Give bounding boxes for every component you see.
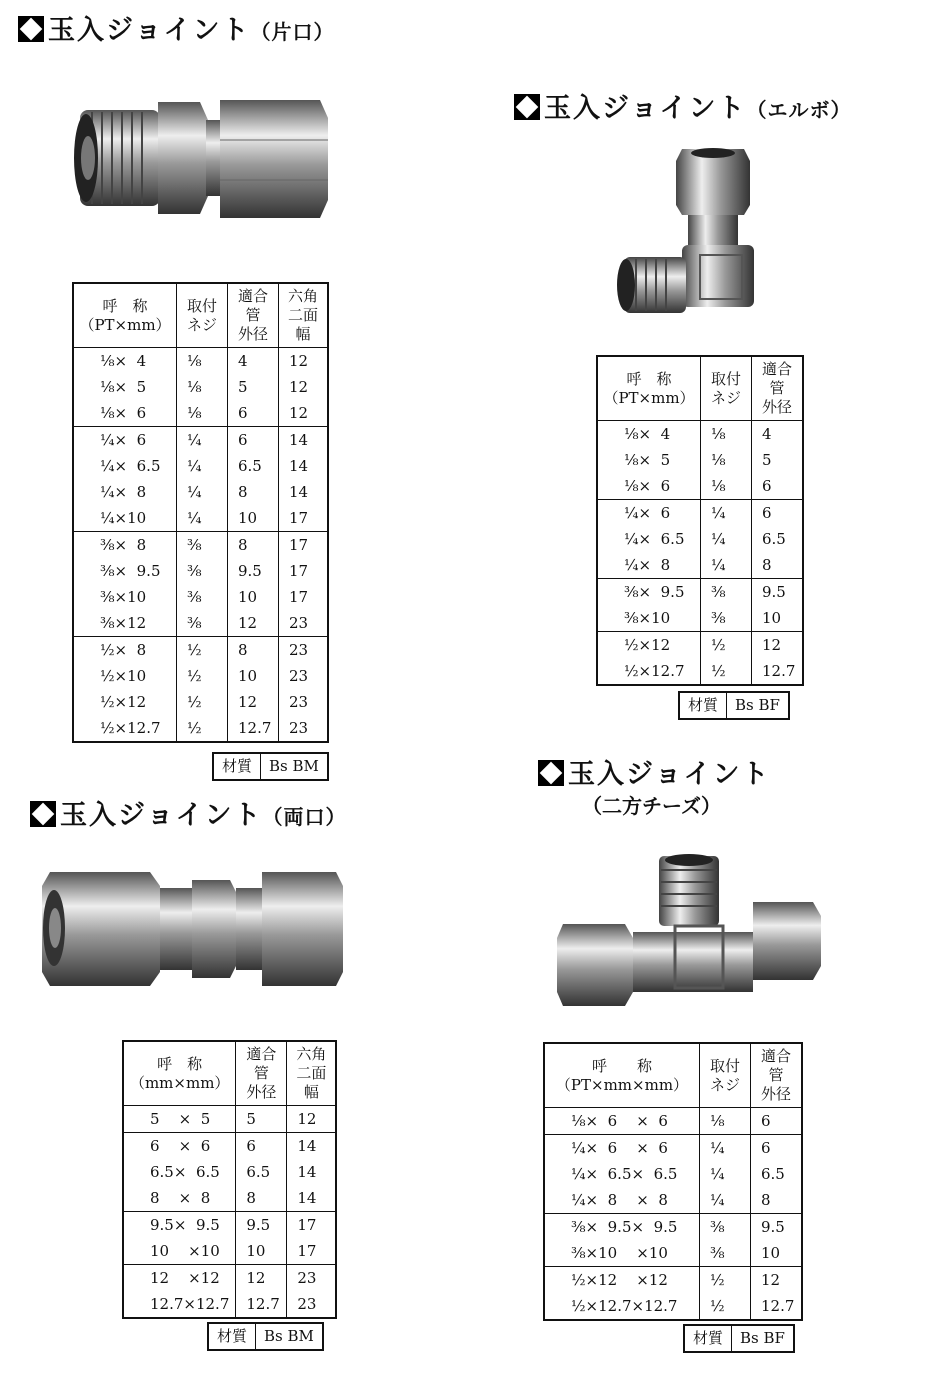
column-header: 適合管 外径 xyxy=(236,1041,287,1106)
table-row xyxy=(544,1135,802,1162)
table-row xyxy=(73,479,328,505)
table-cell: ⅛ xyxy=(177,374,228,400)
table-cell: 6.5× 6.5 xyxy=(150,1163,220,1181)
table-cell: 14 xyxy=(279,453,329,479)
table-row xyxy=(544,1161,802,1187)
table-row xyxy=(597,552,803,579)
table-cell: 8 xyxy=(228,479,279,505)
table-row xyxy=(73,715,328,742)
table-cell: ⅛× 5 xyxy=(624,451,671,469)
table-cell: ¼ xyxy=(177,427,228,454)
table-cell: 6 × 6 xyxy=(150,1137,211,1155)
table-cell: 17 xyxy=(279,532,329,559)
table-cell: 8 xyxy=(228,532,279,559)
table-cell: 12 xyxy=(279,374,329,400)
table-row xyxy=(597,473,803,500)
table-cell: 12.7×12.7 xyxy=(150,1295,230,1313)
table-cell: 14 xyxy=(287,1133,337,1160)
table-cell: ⅛× 6 × 6 xyxy=(544,1108,700,1135)
column-header: 取付 ネジ xyxy=(700,1043,751,1108)
material-value: Bs BF xyxy=(740,1329,785,1347)
table-cell: ½×12 xyxy=(624,636,671,654)
table-cell: ⅜ xyxy=(700,1240,751,1267)
table-row xyxy=(73,689,328,715)
table-cell: ⅜×12 xyxy=(73,610,177,637)
table-cell: 12 xyxy=(228,610,279,637)
table-cell: 8 xyxy=(752,552,804,579)
table-cell: 10 xyxy=(752,605,804,632)
spec-table-tee xyxy=(543,1042,803,1321)
table-cell: 12 xyxy=(751,1267,803,1294)
material-label: 材質 xyxy=(680,693,727,718)
table-cell: 8 xyxy=(751,1187,803,1214)
table-row xyxy=(73,374,328,400)
table-cell: 9.5 xyxy=(228,558,279,584)
table-cell: 12.7 xyxy=(228,715,279,742)
table-row xyxy=(597,632,803,659)
table-row xyxy=(123,1238,336,1265)
spec-table-union xyxy=(122,1040,337,1319)
table-cell: 23 xyxy=(287,1265,337,1292)
table-cell: 8 × 8 xyxy=(123,1185,236,1212)
table-cell: ⅜ xyxy=(177,532,228,559)
table-cell: 10 xyxy=(228,505,279,532)
title-tee: 玉入ジョイント xyxy=(538,752,770,791)
table-cell: 9.5 xyxy=(236,1212,287,1239)
column-header: 呼 称 （PT×mm×mm） xyxy=(544,1043,700,1108)
table-cell: 6 xyxy=(751,1108,803,1135)
table-row xyxy=(73,427,328,454)
table-cell: 23 xyxy=(279,663,329,689)
table-cell: ¼× 6.5 xyxy=(100,457,161,475)
table-row xyxy=(73,348,328,375)
table-cell: 10 xyxy=(228,584,279,610)
table-cell: ½ xyxy=(701,632,752,659)
union-fitting-photo xyxy=(40,868,345,990)
table-cell: 9.5× 9.5 xyxy=(150,1216,220,1234)
title-union: 玉入ジョイント（両口） xyxy=(30,793,346,832)
table-cell: ¼× 6.5 xyxy=(624,530,685,548)
straight-fitting-photo xyxy=(70,100,330,218)
spec-table-elbow xyxy=(596,355,804,686)
material-label: 材質 xyxy=(209,1324,256,1349)
table-cell: 10 xyxy=(228,663,279,689)
table-cell: ⅛× 4 xyxy=(100,352,147,370)
table-cell: 4 xyxy=(228,348,279,375)
table-cell: ¼ xyxy=(177,505,228,532)
table-cell: 23 xyxy=(279,637,329,664)
table-cell: ¼× 8 xyxy=(100,483,147,501)
table-cell: ¼×10 xyxy=(73,505,177,532)
table-cell: ⅛ xyxy=(701,447,752,473)
table-cell: ⅜ xyxy=(177,610,228,637)
table-cell: ¼ xyxy=(177,479,228,505)
material-box-straight xyxy=(212,752,329,781)
column-header: 取付 ネジ xyxy=(701,356,752,421)
table-cell: ⅛ xyxy=(701,421,752,448)
table-cell: 17 xyxy=(287,1212,337,1239)
table-row xyxy=(597,658,803,685)
table-cell: 17 xyxy=(287,1238,337,1265)
table-row xyxy=(544,1187,802,1214)
table-cell: 17 xyxy=(279,584,329,610)
table-cell: ⅜ xyxy=(177,558,228,584)
table-cell: ¼× 8 xyxy=(597,552,701,579)
table-cell: ½ xyxy=(177,715,228,742)
table-row xyxy=(73,610,328,637)
material-value: Bs BM xyxy=(264,1327,314,1345)
table-row xyxy=(597,421,803,448)
table-cell: 12.7 xyxy=(752,658,804,685)
table-cell: ½×12.7 xyxy=(624,662,685,680)
table-row xyxy=(73,400,328,427)
table-cell: ⅜×10 ×10 xyxy=(544,1240,700,1267)
column-header: 適合管 外径 xyxy=(751,1043,803,1108)
table-row xyxy=(123,1133,336,1160)
table-cell: ½ xyxy=(177,689,228,715)
table-cell: 14 xyxy=(287,1159,337,1185)
table-cell: ½×10 xyxy=(100,667,147,685)
column-header: 取付 ネジ xyxy=(177,283,228,348)
column-header: 呼 称 （PT×mm） xyxy=(73,283,177,348)
table-row xyxy=(544,1267,802,1294)
table-cell: 23 xyxy=(279,610,329,637)
table-cell: ¼ xyxy=(700,1135,751,1162)
table-row xyxy=(73,532,328,559)
table-row xyxy=(123,1291,336,1318)
column-header: 適合管 外径 xyxy=(228,283,279,348)
table-cell: 12 xyxy=(752,632,804,659)
table-cell: ⅜× 9.5 xyxy=(100,562,161,580)
table-row xyxy=(73,453,328,479)
table-cell: ⅜ xyxy=(700,1214,751,1241)
table-cell: ¼ xyxy=(701,552,752,579)
table-cell: ¼× 8 × 8 xyxy=(544,1187,700,1214)
table-cell: 23 xyxy=(279,715,329,742)
table-cell: 6 xyxy=(228,400,279,427)
material-label: 材質 xyxy=(214,754,261,779)
column-header: 六角 二面幅 xyxy=(279,283,329,348)
table-cell: ½×12 xyxy=(100,693,147,711)
table-cell: ⅛× 6 xyxy=(73,400,177,427)
table-cell: ¼× 6.5× 6.5 xyxy=(571,1165,678,1183)
table-row xyxy=(544,1293,802,1320)
material-box-tee xyxy=(683,1324,795,1353)
table-cell: 6 xyxy=(751,1135,803,1162)
elbow-fitting-photo xyxy=(612,145,772,330)
table-cell: ½×12 ×12 xyxy=(571,1271,668,1289)
table-cell: ⅛ xyxy=(700,1108,751,1135)
table-cell: ½× 8 xyxy=(100,641,147,659)
table-cell: 6.5 xyxy=(752,526,804,552)
material-box-elbow xyxy=(678,691,790,720)
table-cell: ⅛ xyxy=(177,400,228,427)
table-cell: 12 xyxy=(287,1106,337,1133)
title-elbow: 玉入ジョイント（エルボ） xyxy=(514,86,851,125)
table-cell: 5 × 5 xyxy=(123,1106,236,1133)
table-row xyxy=(123,1159,336,1185)
table-cell: ⅛× 6 xyxy=(597,473,701,500)
table-cell: ⅜ xyxy=(701,605,752,632)
diamond-icon xyxy=(538,760,564,786)
table-cell: ¼× 6 xyxy=(100,431,147,449)
table-cell: ½ xyxy=(177,663,228,689)
table-cell: ½ xyxy=(177,637,228,664)
table-cell: ⅜× 9.5× 9.5 xyxy=(571,1218,678,1236)
table-cell: 12 ×12 xyxy=(150,1269,220,1287)
table-cell: ½×12.7×12.7 xyxy=(571,1297,678,1315)
table-cell: 6.5 xyxy=(228,453,279,479)
table-cell: 6.5 xyxy=(751,1161,803,1187)
table-cell: 6 xyxy=(228,427,279,454)
material-box-union xyxy=(207,1322,324,1351)
table-cell: 4 xyxy=(752,421,804,448)
table-row xyxy=(544,1108,802,1135)
column-header: 適合管 外径 xyxy=(752,356,804,421)
table-cell: 10 xyxy=(236,1238,287,1265)
table-cell: 5 xyxy=(752,447,804,473)
table-cell: 9.5 xyxy=(752,579,804,606)
spec-table-straight xyxy=(72,282,329,743)
diamond-icon xyxy=(18,16,44,42)
table-row xyxy=(73,637,328,664)
table-cell: ½ xyxy=(701,658,752,685)
table-cell: 5 xyxy=(236,1106,287,1133)
table-cell: ⅜ xyxy=(177,584,228,610)
table-cell: 12 xyxy=(228,689,279,715)
table-cell: 6.5 xyxy=(236,1159,287,1185)
table-cell: 10 xyxy=(751,1240,803,1267)
table-cell: 6 xyxy=(236,1133,287,1160)
table-cell: 6 xyxy=(752,500,804,527)
table-cell: 23 xyxy=(279,689,329,715)
table-row xyxy=(597,500,803,527)
table-cell: ⅜× 8 xyxy=(100,536,147,554)
table-row xyxy=(73,558,328,584)
table-row xyxy=(544,1240,802,1267)
table-row xyxy=(597,579,803,606)
material-value: Bs BM xyxy=(269,757,319,775)
material-label: 材質 xyxy=(685,1326,732,1351)
table-cell: ⅜×10 xyxy=(100,588,147,606)
table-cell: 14 xyxy=(287,1185,337,1212)
table-row xyxy=(597,447,803,473)
title-straight: 玉入ジョイント（片口） xyxy=(18,8,334,47)
table-row xyxy=(73,663,328,689)
tee-fitting-photo xyxy=(555,852,825,1012)
table-cell: ⅛× 5 xyxy=(100,378,147,396)
table-cell: 12 xyxy=(279,348,329,375)
table-cell: ½ xyxy=(700,1293,751,1320)
table-cell: ⅜×10 xyxy=(597,605,701,632)
table-row xyxy=(123,1265,336,1292)
table-cell: 14 xyxy=(279,427,329,454)
table-cell: ⅜× 9.5 xyxy=(624,583,685,601)
table-cell: ¼ xyxy=(177,453,228,479)
table-cell: ¼× 6 × 6 xyxy=(571,1139,668,1157)
table-cell: ¼ xyxy=(701,500,752,527)
table-cell: ½×12.7 xyxy=(100,719,161,737)
table-row xyxy=(123,1212,336,1239)
column-header: 六角 二面幅 xyxy=(287,1041,337,1106)
table-cell: 8 xyxy=(228,637,279,664)
table-cell: 12.7 xyxy=(751,1293,803,1320)
table-cell: ¼× 6 xyxy=(624,504,671,522)
table-cell: ¼ xyxy=(701,526,752,552)
column-header: 呼 称 （mm×mm） xyxy=(123,1041,236,1106)
table-cell: 23 xyxy=(287,1291,337,1318)
table-row xyxy=(123,1185,336,1212)
diamond-icon xyxy=(30,801,56,827)
table-row xyxy=(123,1106,336,1133)
table-cell: 12.7 xyxy=(236,1291,287,1318)
table-cell: 8 xyxy=(236,1185,287,1212)
table-row xyxy=(544,1214,802,1241)
table-cell: 12 xyxy=(279,400,329,427)
subtitle-tee: （二方チーズ） xyxy=(582,794,721,818)
table-cell: ⅜ xyxy=(701,579,752,606)
table-cell: 14 xyxy=(279,479,329,505)
table-cell: 10 ×10 xyxy=(123,1238,236,1265)
table-cell: ¼ xyxy=(700,1187,751,1214)
table-cell: 9.5 xyxy=(751,1214,803,1241)
table-cell: 6 xyxy=(752,473,804,500)
table-cell: 12 xyxy=(236,1265,287,1292)
table-row xyxy=(597,526,803,552)
column-header: 呼 称 （PT×mm） xyxy=(597,356,701,421)
diamond-icon xyxy=(514,94,540,120)
table-row xyxy=(597,605,803,632)
table-cell: 17 xyxy=(279,505,329,532)
table-cell: ¼ xyxy=(700,1161,751,1187)
table-row xyxy=(73,584,328,610)
table-cell: 5 xyxy=(228,374,279,400)
table-cell: ⅛× 4 xyxy=(624,425,671,443)
table-row xyxy=(73,505,328,532)
material-value: Bs BF xyxy=(735,696,780,714)
table-cell: ⅛ xyxy=(701,473,752,500)
table-cell: ⅛ xyxy=(177,348,228,375)
table-cell: 17 xyxy=(279,558,329,584)
table-cell: ½ xyxy=(700,1267,751,1294)
